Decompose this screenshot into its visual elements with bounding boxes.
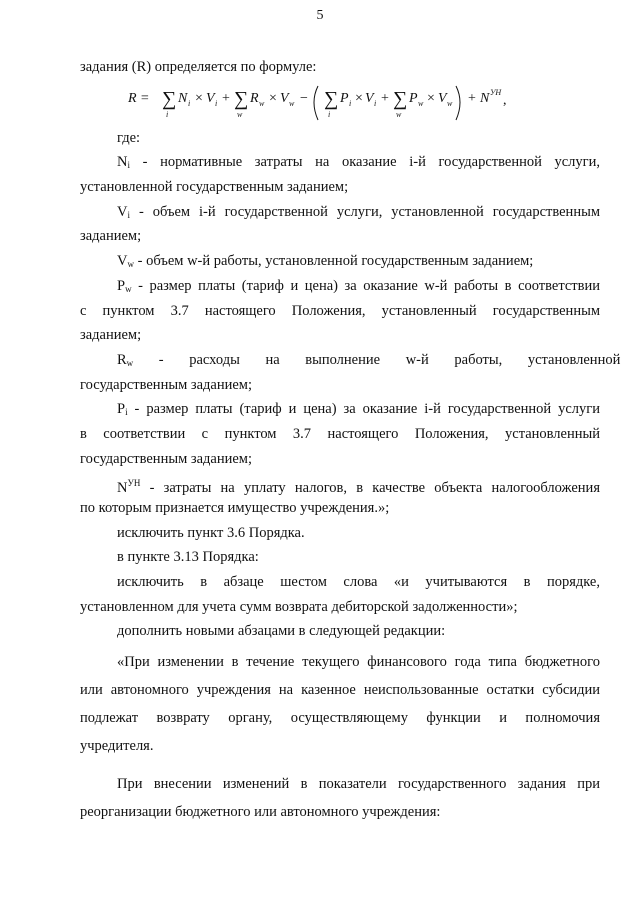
paragraph-changes: При внесении изменений в показатели государственного задания при [117,776,600,793]
paragraph-change: «При изменении в течение текущего финансового года типа бюджетного [117,654,600,671]
formula-v: V [206,90,215,106]
definition-rw: $R_w$ - расходы на выполнение w-й работы, установленной [117,351,621,368]
where-label: где: [117,129,141,146]
paragraph-add: дополнить новыми абзацами в следующей редакции: [117,623,446,640]
definition-rw-cont: государственным заданием; [80,376,253,393]
intro-line: задания (R) определяется по формуле: [80,59,317,75]
formula-sum: ∑ [393,87,408,110]
formula-sum: ∑ [324,87,339,110]
formula-minus: − [300,90,308,106]
definition-pw-cont: заданием; [80,327,142,344]
definition-pi-cont: государственным заданием; [80,450,253,467]
paragraph-changes-cont: реорганизации бюджетного или автономного учреждения: [80,804,441,821]
formula-v-sub: w [447,98,453,108]
paragraph-3-13: в пункте 3.13 Порядка: [117,549,259,566]
paragraph-exclude-3-6: исключить пункт 3.6 Порядка. [117,524,305,541]
formula-times: × [269,90,277,106]
definition-pw: $P_w$ - размер платы (тариф и цена) за оказание w-й работы в соответствии [117,277,600,294]
definition-vi-cont: заданием; [80,228,142,245]
formula-times: × [427,90,435,106]
formula [80,80,600,126]
formula-plus: + [222,90,230,106]
formula-p-sub: w [418,98,424,108]
paragraph-change-cont: или автономного учреждения на казенное неиспользованные остатки субсидии [80,682,600,699]
definition-vw: $V_w$ - объем w-й работы, установленной государственным заданием; [117,253,534,270]
formula-p: P [409,90,418,106]
definition-pw-cont: с пунктом 3.7 настоящего Положения, установленный государственным [80,302,600,319]
definition-ni: $N_i$ - нормативные затраты на оказание i-й государственной услуги, [117,154,600,171]
formula-v-sub: i [374,98,377,108]
formula-r-sub: w [259,98,265,108]
definition-pi-cont: в соответствии с пунктом 3.7 настоящего Положения, установленный [80,425,600,442]
formula-times: × [355,90,363,106]
formula-times: × [195,90,203,106]
formula-n-uh: N [480,90,490,106]
formula-comma: , [503,92,507,108]
page-number: 5 [316,8,324,23]
formula-v: V [365,90,374,106]
definition-nuh-cont: по которым признается имущество учреждения.»; [80,500,390,516]
paragraph-exclude-words-cont: установленном для учета сумм возврата дебиторской задолженности»; [80,598,518,615]
formula-plus: + [468,90,476,106]
formula-sum-index: i [328,109,331,119]
formula-sum-index: w [396,109,402,119]
formula-left-paren [314,86,318,120]
document-body [80,55,621,826]
paragraph-exclude-words: исключить в абзаце шестом слова «и учитываются в порядке, [117,574,600,591]
formula-v-sub: i [215,98,218,108]
formula-r: R [250,90,259,106]
formula-right-paren [456,86,460,120]
formula-sum: ∑ [234,87,249,110]
formula-sum: ∑ [162,87,177,110]
definition-nuh: $N^{УН}$ - затраты на уплату налогов, в качестве объекта налогообложения [117,478,600,497]
formula-p: P [340,90,349,106]
formula-n-uh-sup: УН [490,87,502,97]
formula-svg [110,80,530,126]
formula-lhs: R = [128,90,150,106]
formula-p-sub: i [349,98,352,108]
formula-v: V [438,90,447,106]
formula-v: V [280,90,289,106]
definition-ni-cont: установленной государственным заданием; [80,179,349,196]
paragraph-change-cont: подлежат возврату органу, осуществляющему функции и полномочия [80,710,600,727]
definition-vi: $V_i$ - объем i-й государственной услуги, установленной государственным [117,203,600,220]
formula-sum-index: i [166,109,169,119]
formula-n: N [178,90,188,106]
formula-sum-index: w [237,109,243,119]
formula-v-sub: w [289,98,295,108]
formula-plus: + [381,90,389,106]
definition-pi: $P_i$ - размер платы (тариф и цена) за оказание i-й государственной услуги [117,401,600,418]
paragraph-change-cont: учредителя. [80,738,154,755]
formula-n-sub: i [188,98,191,108]
